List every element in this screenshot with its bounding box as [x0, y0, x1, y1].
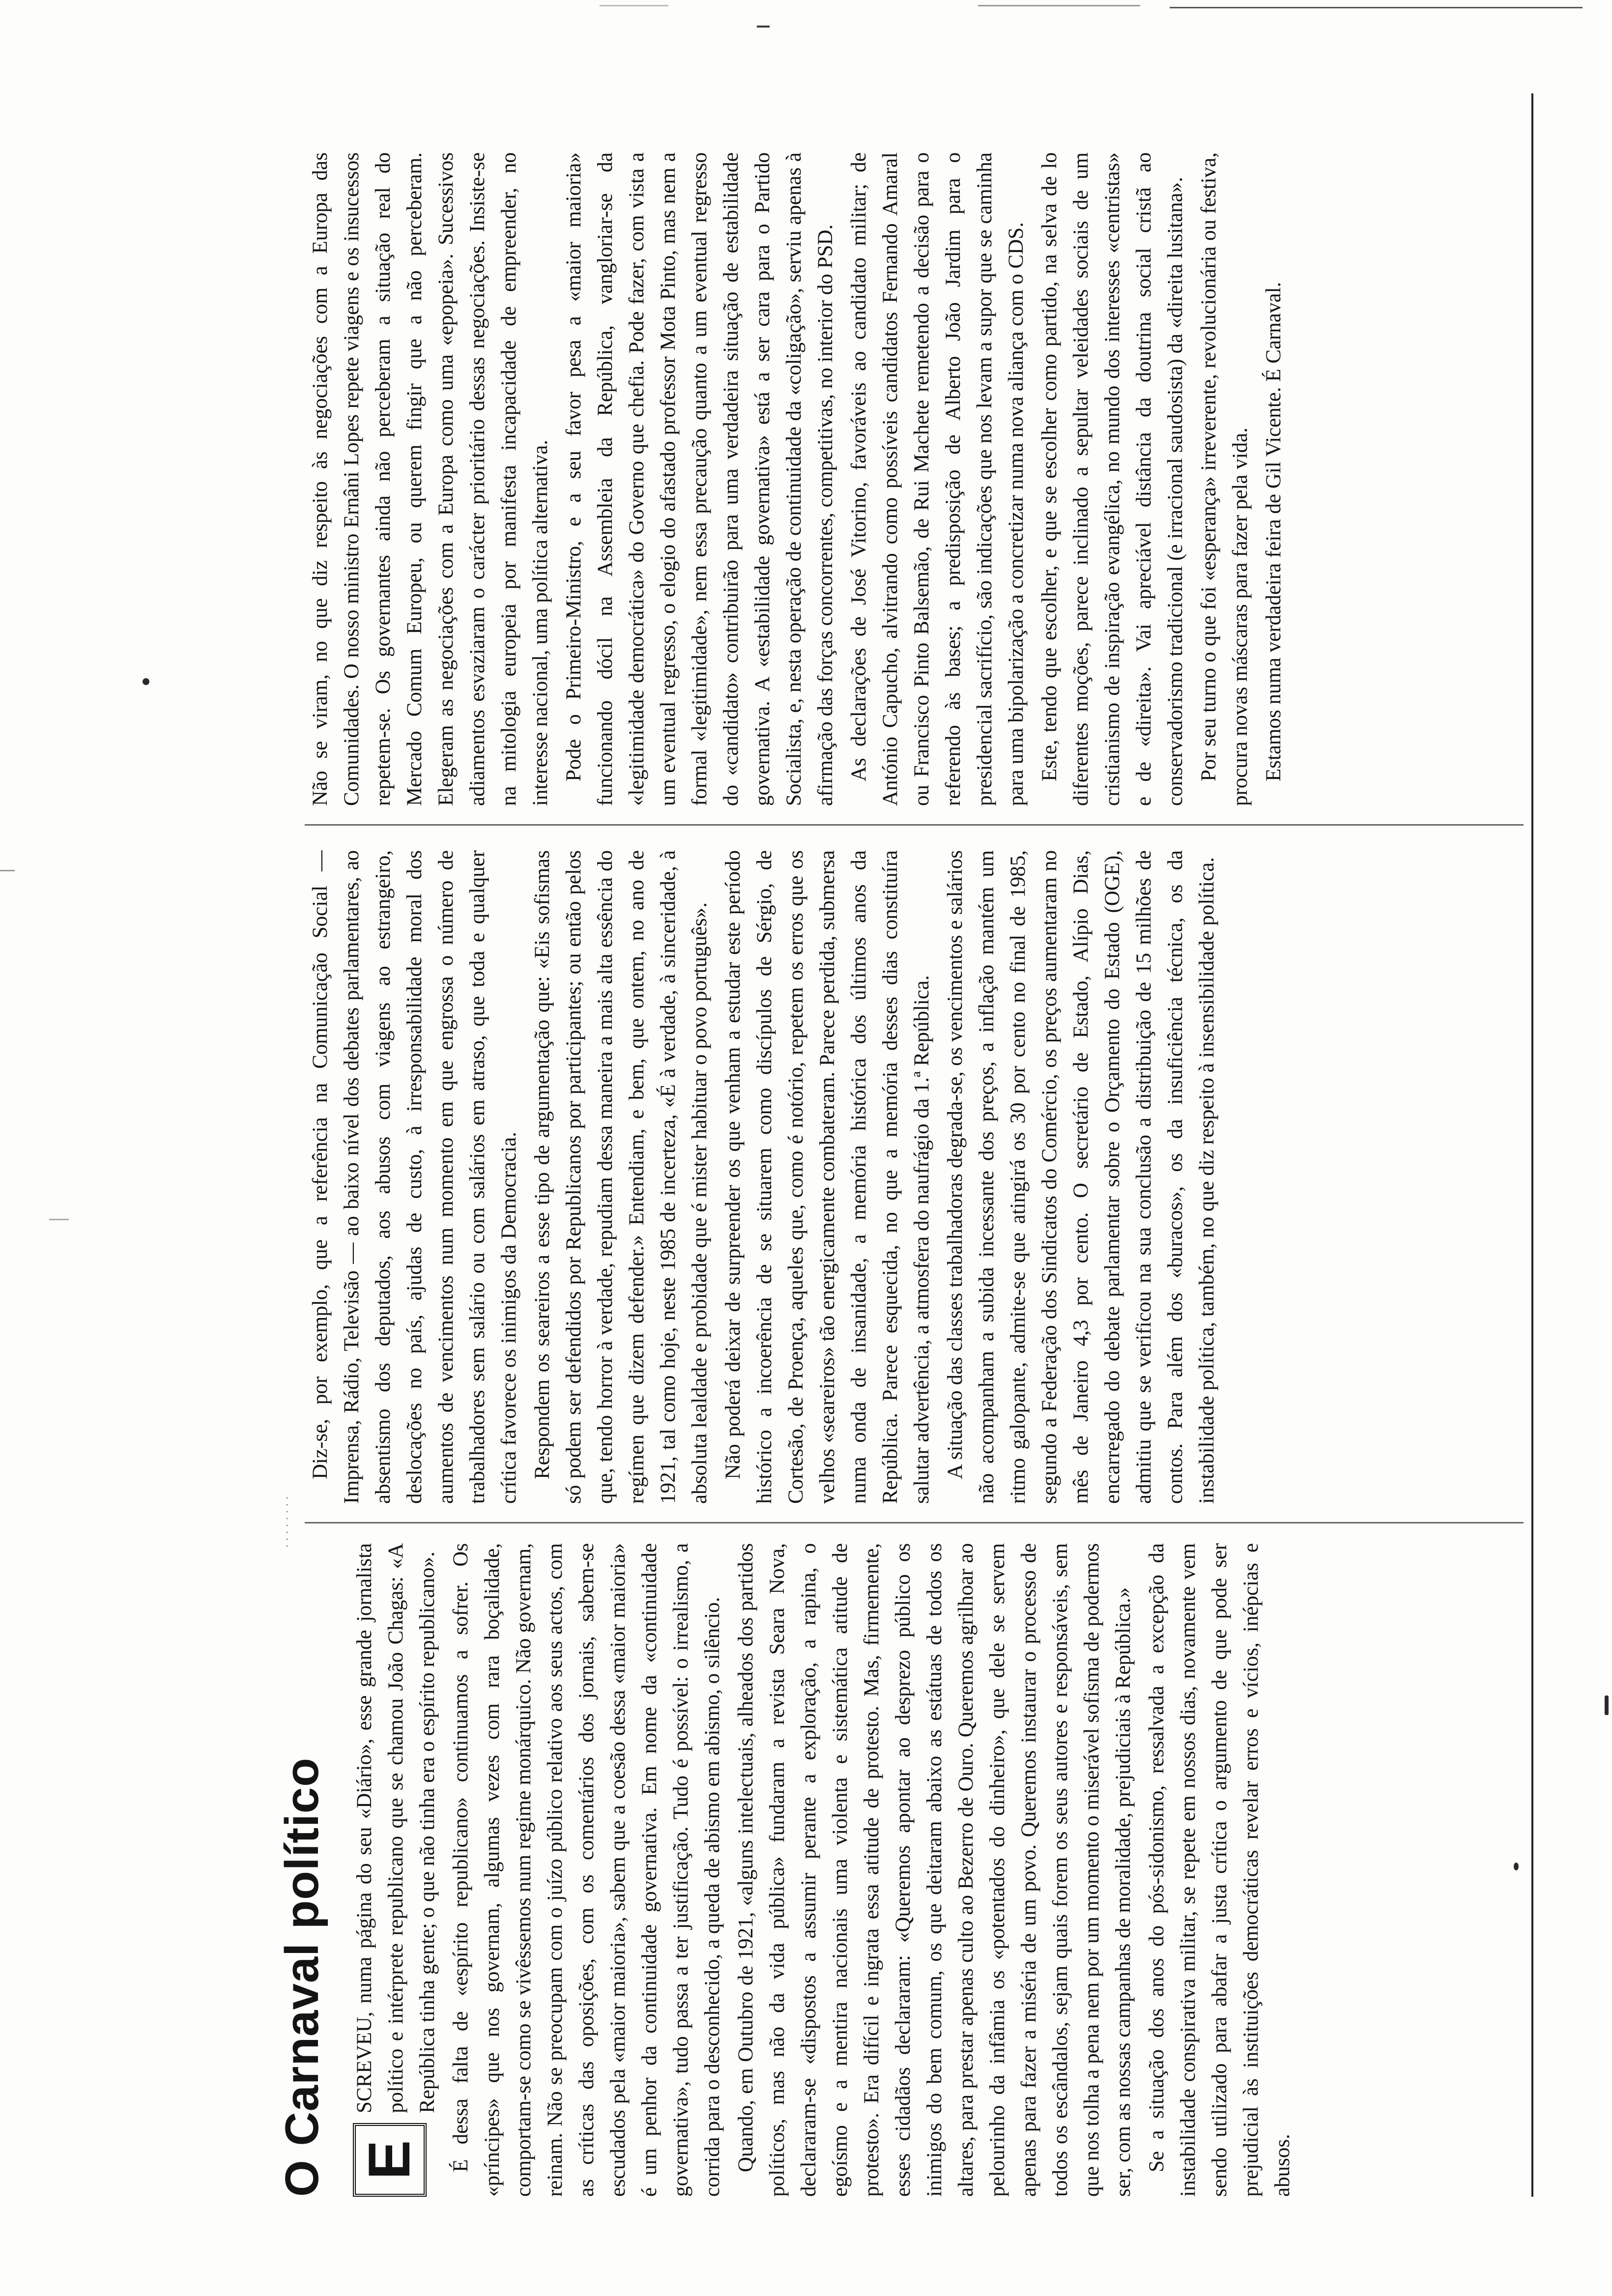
scan-mark — [600, 5, 668, 6]
dust-speck — [1605, 1695, 1609, 1715]
headline-block — [275, 1558, 344, 2197]
paragraph: Por seu turno o que foi «esperança» irreverente, revolucionária ou festiva, procura novas máscaras para fazer pela vida. — [1197, 152, 1252, 806]
dust-speck — [143, 678, 149, 685]
paragraph: Estamos numa verdadeira feira de Gil Vicente. É Carnaval. — [1262, 282, 1285, 781]
article-column-1 — [349, 1543, 1524, 2197]
header-noise: · · · · · · · · — [281, 1496, 294, 1548]
scan-mark — [1170, 7, 1583, 8]
paragraph: Respondem os seareiros a esse tipo de argumentação que: «Eis sofismas só podem ser defendidos por Republicanos por participantes; ou então pelos que, tendo horror à verdade, repudiam dessa maneira a mais alta essência do regímen que dizem defender.» Entendiam, e bem, que ontem, no ano de 1921, tal como hoje, neste 1985 de incerteza, «É à verdade, à sinceridade, à absoluta lealdade e probidade que é mister habituar o povo português». — [531, 850, 711, 1504]
article-column-3 — [305, 152, 1524, 806]
column-divider — [305, 1522, 1524, 1523]
scan-mark — [978, 5, 1140, 6]
paragraph: Pode o Primeiro-Ministro, e a seu favor pesa a «maior maioria» funcionando dócil na Assembleia da República, vangloriar-se da «legitimidade democrática» do Governo que chefia. Pode fazer, com vista a um eventual regresso, o elogio do afastado professor Mota Pinto, mas nem a formal «legitimidade», nem essa precaução quanto a um eventual regresso do «candidato» contribuirão para uma verdadeira situação de estabilidade governativa. A «estabilidade governativa» está a ser cara para o Partido Socialista, e, nesta operação de continuidade da «coligação», serviu apenas à afirmação das forças concorrentes, competitivas, no interior do PSD. — [562, 152, 837, 806]
paragraph: Se a situação dos anos do pós-sidonismo, ressalvada a excepção da instabilidade conspirativa militar, se repete em nossos dias, novamente vem sendo utilizado para abafar a justa crítica o argumento de que pode ser prejudicial às instituições democráticas revelar erros e vícios, inépcias e abusos. — [1145, 1543, 1294, 2197]
paragraph: Não poderá deixar de surpreender os que venham a estudar este período histórico a incoerência de se situarem como discípulos de Sérgio, de Cortesão, de Proença, aqueles que, como é notório, repetem os erros que os velhos «seareiros» tão energicamente combateram. Parece perdida, submersa numa onda de insanidade, a memória histórica dos últimos anos da República. Parece esquecida, no que a memória desses dias constituíra salutar advertência, a atmosfera do naufrágio da 1.ª República. — [721, 850, 933, 1504]
paragraph: A situação das classes trabalhadoras degrada-se, os vencimentos e salários não acompanham a subida incessante dos preços, a inflação mantém um ritmo galopante, admite-se que atingirá os 30 por cento no final de 1985, segundo a Federação dos Sindicatos do Comércio, os preços aumentaram no mês de Janeiro 4,3 por cento. O secretário de Estado, Alípio Dias, encarregado do debate parlamentar sobre o Orçamento do Estado (OGE), admitiu que se verificou na sua conclusão a distribuição de 15 milhões de contos. Para além dos «buracos», os da insuficiência técnica, os da instabilidade política, também, no que diz respeito à insensibilidade política. — [944, 850, 1218, 1504]
paragraph: Este, tendo que escolher, e que se escolher como partido, na selva de lo diferentes moções, parece inclinado a sepultar veleidades sociais de um cristianismo de inspiração evangélica, no mundo dos interesses «centristas» e de «direita». Vai apreciável distância da doutrina social cristã ao conservadorismo tradicional (e irracional saudosista) da «direita lusitana». — [1038, 152, 1187, 806]
paragraph: Quando, em Outubro de 1921, «alguns intelectuais, alheados dos partidos políticos, mas não da vida pública» fundaram a revista Seara Nova, declararam-se «dispostos a assumir perante a exploração, a rapina, o egoísmo e a mentira nacionais uma violenta e sistemática atitude de protesto». Era difícil e ingrata essa atitude de protesto. Mas, firmemente, esses cidadãos declararam: «Queremos apontar ao desprezo público os inimigos do bem comum, os que deitaram abaixo as estátuas de todos os altares, para prestar apenas culto ao Bezerro de Ouro. Queremos agrilhoar ao pelourinho da infâmia os «potentados do dinheiro», que dele se servem apenas para fazer a miséria de um povo. Queremos instaurar o processo de todos os escândalos, sejam quais forem os seus autores e responsáveis, sem que nos tolha a pena nem por um momento o miserável sofisma de podermos ser, com as nossas campanhas de moralidade, prejudiciais à República.» — [734, 1543, 1135, 2197]
paragraph: Diz-se, por exemplo, que a referência na Comunicação Social — Imprensa, Rádio, Televisão — ao baixo nível dos debates parlamentares, ao absentismo dos deputados, aos abusos com viagens ao estrangeiro, deslocações no país, ajudas de custo, à irresponsabilidade moral dos aumentos de vencimentos num momento em que engrossa o número de trabalhadores sem salário ou com salários em atraso, que toda e qualquer crítica favorece os inimigos da Democracia. — [309, 850, 520, 1504]
article-title: O Carnaval político — [276, 1757, 328, 2197]
scan-mark — [0, 870, 15, 871]
scan-mark — [49, 1219, 69, 1220]
paragraph: SCREVEU, numa página do seu «Diário», esse grande jornalista político e intérprete republicano que se chamou João Chagas: «A República tinha gente; o que não tinha era o espírito republicano». — [353, 1543, 439, 2113]
column-divider — [305, 824, 1524, 826]
article-column-2 — [305, 850, 1524, 1504]
paragraph: As declarações de José Vitorino, favoráveis ao candidato militar; de António Capucho, alvitrando como possíveis candidatos Fernando Amaral ou Francisco Pinto Balsemão, de Rui Machete remetendo a decisão para o referendo às bases; a predisposição de Alberto João Jardim para o presidencial sacrifício, são indicações que nos levam a supor que se caminha para uma bipolarização a concretizar numa nova aliança com o CDS. — [847, 152, 1028, 806]
drop-cap: E — [353, 2123, 427, 2197]
newspaper-article — [275, 93, 1533, 2197]
scan-mark — [757, 26, 770, 28]
paragraph: Não se viram, no que diz respeito às negociações com a Europa das Comunidades. O nosso ministro Ernâni Lopes repete viagens e os insucessos repetem-se. Os governantes ainda não perceberam a situação real do Mercado Comum Europeu, ou querem fingir que a não perceberam. Elegeram as negociações com a Europa como uma «epopeia». Sucessivos adiamentos esvaziaram o carácter prioritário dessas negociações. Insiste-se na mitologia europeia por manifesta incapacidade de empreender, no interesse nacional, uma política alternativa. — [309, 152, 552, 806]
paragraph: É dessa falta de «espírito republicano» continuamos a sofrer. Os «príncipes» que nos governam, algumas vezes com rara boçalidade, comportam-se como se vivêssemos num regime monárquico. Não governam, reinam. Não se preocupam com o juízo público relativo aos seus actos, com as críticas das oposições, com os comentários dos jornais, sabem-se escudados pela «maior maioria», sabem que a coesão dessa «maior maioria» é um penhor da continuidade governativa. Em nome da «continuidade governativa», tudo passa a ter justificação. Tudo é possível: o irrealismo, a corrida para o desconhecido, a queda de abismo em abismo, o silêncio. — [449, 1543, 724, 2197]
